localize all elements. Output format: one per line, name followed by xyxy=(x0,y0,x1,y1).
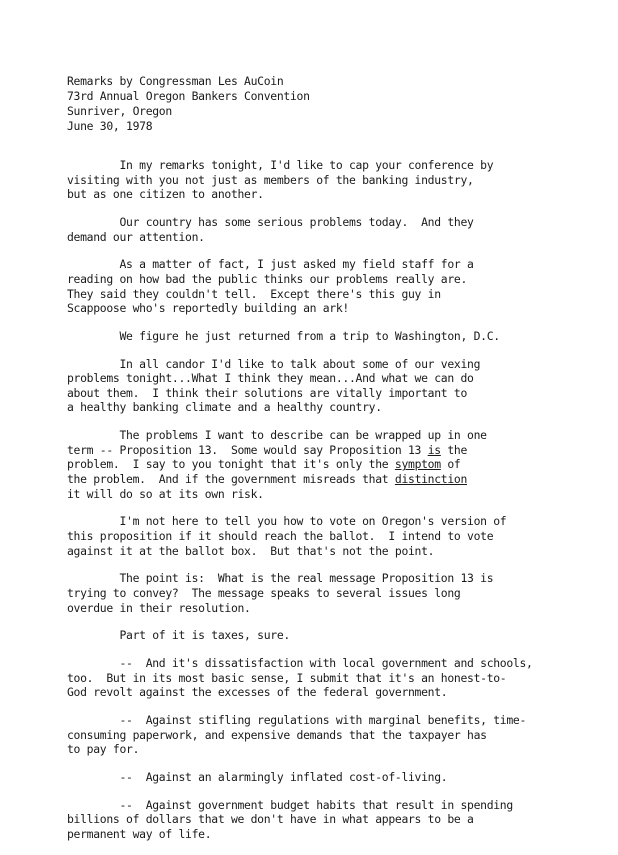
paragraph xyxy=(67,514,567,558)
underlined-word: symptom xyxy=(394,457,441,472)
underlined-word: is xyxy=(427,442,441,457)
text-line: but as one citizen to another. xyxy=(67,187,264,202)
paragraph xyxy=(67,329,567,344)
text-line: billions of dollars that we don't have in what appears to be a xyxy=(67,812,474,827)
text-line: consuming paperwork, and expensive demands that the taxpayer has xyxy=(67,727,487,742)
text-line: permanent way of life. xyxy=(67,827,212,842)
text-line: it will do so at its own risk. xyxy=(67,486,264,501)
text-line: a healthy banking climate and a healthy country. xyxy=(67,400,382,415)
text-line: In all candor I'd like to talk about some of our vexing xyxy=(67,356,481,371)
header-line-location: Sunriver, Oregon xyxy=(67,104,172,118)
text-segment: term -- Proposition 13. Some would say Proposition 13 xyxy=(67,442,428,457)
paragraph xyxy=(67,428,567,501)
text-line: visiting with you not just as members of the banking industry, xyxy=(67,172,474,187)
underlined-word: distinction xyxy=(394,472,468,487)
text-line: -- Against government budget habits that result in spending xyxy=(67,797,513,812)
text-line: God revolt against the excesses of the federal government. xyxy=(67,685,448,700)
text-line: The problems I want to describe can be wrapped up in one xyxy=(67,428,487,443)
text-line: this proposition if it should reach the ballot. I intend to vote xyxy=(67,529,494,543)
text-line: to pay for. xyxy=(67,742,140,757)
text-line: We figure he just returned from a trip to Washington, D.C. xyxy=(67,328,500,343)
paragraph xyxy=(67,798,567,842)
text-line: about them. I think their solutions are vitally important to xyxy=(67,385,468,400)
text-line: -- Against an alarmingly inflated cost-of-living. xyxy=(67,770,448,785)
text-line: Our country has some serious problems today. And they xyxy=(67,214,474,229)
paragraph xyxy=(67,656,567,700)
text-line: trying to convey? The message speaks to several issues long xyxy=(67,585,461,600)
header-line-speaker: Remarks by Congressman Les AuCoin xyxy=(67,74,284,88)
text-line: The point is: What is the real message Proposition 13 is xyxy=(67,571,494,586)
text-segment: the xyxy=(440,442,468,457)
paragraph xyxy=(67,713,567,757)
paragraph xyxy=(67,158,567,202)
text-line: They said they couldn't tell. Except there's this guy in xyxy=(67,286,441,301)
paragraph xyxy=(67,571,567,615)
text-line: demand our attention. xyxy=(67,229,205,244)
text-line: overdue in their resolution. xyxy=(67,600,251,615)
text-line: I'm not here to tell you how to vote on Oregon's version of xyxy=(67,514,507,529)
text-line-with-underline xyxy=(67,457,567,472)
text-line: against it at the ballot box. But that's not the point. xyxy=(67,543,435,558)
paragraph xyxy=(67,770,567,785)
text-segment: the problem. And if the government misreads that xyxy=(67,472,395,487)
text-line: reading on how bad the public thinks our problems really are. xyxy=(67,271,468,286)
text-line: problems tonight...What I think they mean...And what we can do xyxy=(67,371,474,386)
paragraph xyxy=(67,257,567,315)
text-line: -- And it's dissatisfaction with local government and schools, xyxy=(67,656,533,671)
text-segment: problem. I say to you tonight that it's only the xyxy=(67,457,395,472)
paragraph xyxy=(67,215,567,244)
text-line: As a matter of fact, I just asked my field staff for a xyxy=(67,257,474,272)
text-segment: of xyxy=(440,457,461,472)
header-line-date: June 30, 1978 xyxy=(67,119,153,133)
text-line-with-underline xyxy=(67,472,567,487)
document-header xyxy=(67,74,310,134)
text-line: Scappoose who's reportedly building an ark! xyxy=(67,301,349,316)
text-line: too. But in its most basic sense, I submit that it's an honest-to- xyxy=(67,670,507,685)
text-line: Part of it is taxes, sure. xyxy=(67,628,290,643)
text-line: In my remarks tonight, I'd like to cap your conference by xyxy=(67,158,494,172)
header-line-event: 73rd Annual Oregon Bankers Convention xyxy=(67,89,310,103)
paragraph xyxy=(67,628,567,643)
text-line-with-underline xyxy=(67,443,567,458)
paragraph xyxy=(67,357,567,415)
text-line: -- Against stifling regulations with marginal benefits, time- xyxy=(67,713,527,728)
document-body xyxy=(67,158,567,855)
